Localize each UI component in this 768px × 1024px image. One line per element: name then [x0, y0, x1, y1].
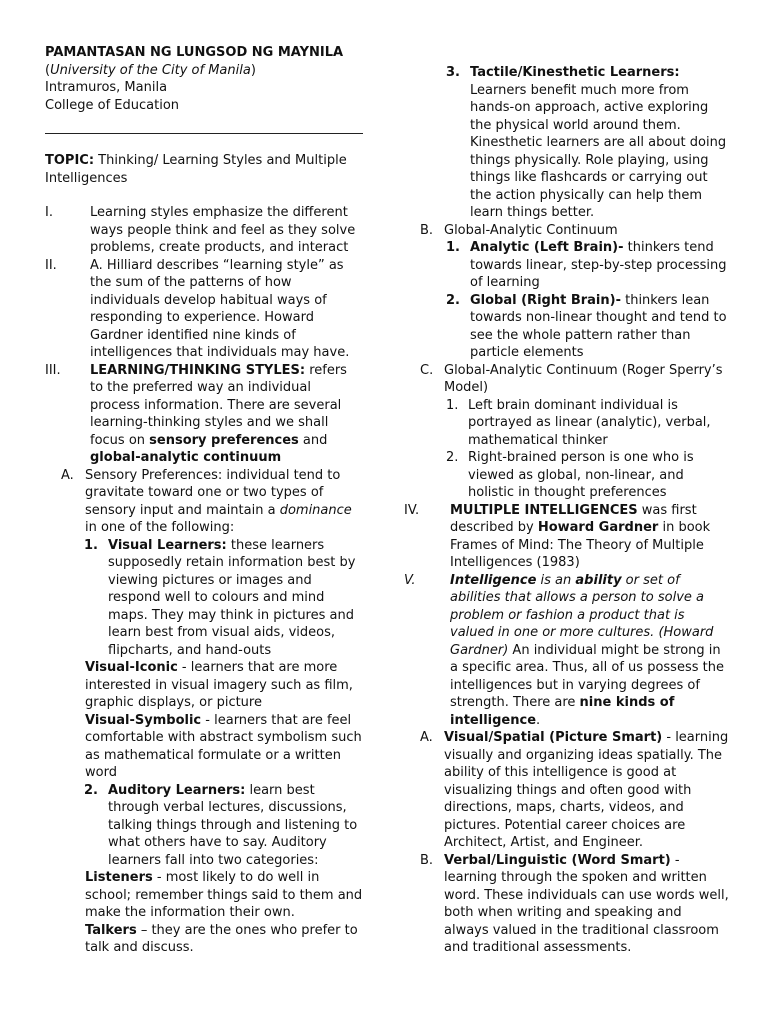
university-name: PAMANTASAN NG LUNGSOD NG MAYNILA — [45, 45, 344, 60]
university-english-text: University of the City of Manila — [50, 62, 251, 78]
talkers-text: – they are the ones who prefer to talk and discuss. — [85, 922, 358, 955]
rb-heading: Verbal/Linguistic (Word Smart) — [444, 852, 671, 868]
section-iii-term2: global-analytic continuum — [90, 450, 282, 465]
topic-label: TOPIC: — [45, 153, 95, 168]
item-left-brain — [446, 397, 729, 450]
listeners-text: - most likely to do well in school; remember things said to them and make the information their own. — [85, 870, 363, 920]
section-iii-term1: sensory preferences — [149, 432, 299, 448]
item-3-text: Learners benefit much more from hands-on approach, active exploring the physical world around them. Kinesthetic learners are all about doing things physically. Role playing, using things like flashcards or carrying out the action physically can help them learn things better. — [470, 82, 727, 220]
subsection-b-text: Global-Analytic Continuum — [444, 222, 618, 238]
b1-mark: 1. — [446, 240, 460, 255]
item-1-body — [108, 537, 363, 660]
right-column — [404, 64, 729, 957]
subsection-b-mark: B. — [420, 222, 434, 238]
section-v-term2: ability — [575, 572, 622, 588]
section-ii — [45, 257, 363, 362]
header-divider — [45, 133, 363, 134]
section-v-definition: or set of abilities that allows a person to solve a problem or fashion a product that is valued in one or more cultures. (Howard Gardner) — [450, 572, 714, 658]
subsection-a-mark: A. — [61, 467, 74, 483]
b2-mark: 2. — [446, 292, 460, 308]
b1-body — [470, 239, 729, 292]
rb-mark: B. — [420, 852, 434, 868]
item-1-heading: Visual Learners: — [108, 537, 227, 553]
b1-text: thinkers tend towards linear, step-by-step processing of learning — [470, 240, 727, 290]
ra-body — [444, 729, 729, 852]
subsection-a — [61, 467, 363, 537]
university-english: (University of the City of Manila) — [45, 62, 256, 78]
rb-text: - learning through the spoken and written word. These individuals can use words well, both when writing and speaking and always valued in the traditional classroom and traditional assessments. — [444, 852, 729, 955]
subsection-a-italic: dominance — [279, 502, 352, 518]
ra-mark: A. — [420, 730, 433, 745]
visual-symbolic-heading: Visual-Symbolic — [85, 712, 202, 728]
item-auditory-learners — [84, 782, 363, 870]
section-v-text3: An individual might be strong in a specific area. Thus, all of us possess the intelligences but in varying degrees of strength. There are — [450, 642, 724, 710]
listeners-heading: Listeners — [85, 870, 153, 885]
item-tactile-learners — [446, 64, 729, 222]
b2-body — [470, 292, 729, 362]
item-right-brain — [446, 449, 729, 502]
section-iv-body — [450, 502, 729, 572]
visual-iconic-text: - learners that are more interested in visual imagery such as film, graphic displays, or picture — [85, 660, 353, 710]
subsection-a-text: Sensory Preferences: individual tend to gravitate toward one or two types of sensory input and maintain a — [85, 467, 341, 518]
section-iii — [45, 362, 363, 467]
section-v-body — [450, 572, 729, 730]
intelligence-visual-spatial — [420, 729, 729, 852]
section-v-term: Intelligence — [450, 572, 537, 588]
section-iii-and: and — [298, 432, 328, 448]
b2-heading: Global (Right Brain)- — [470, 292, 621, 308]
intelligence-verbal-linguistic — [420, 852, 729, 957]
item-visual-learners — [84, 537, 363, 660]
section-iv-author: Howard Gardner — [537, 520, 659, 535]
c1-text: Left brain dominant individual is portrayed as linear (analytic), verbal, mathematical thinker — [468, 397, 711, 448]
item-analytic — [446, 239, 729, 292]
location: Intramuros, Manila — [45, 80, 168, 95]
section-v-end: . — [536, 712, 541, 728]
college: College of Education — [45, 97, 180, 113]
ra-heading: Visual/Spatial (Picture Smart) — [444, 730, 663, 745]
section-iv-text2: in book Frames of Mind: The Theory of Multiple Intelligences (1983) — [450, 520, 711, 570]
rb-body — [444, 852, 729, 957]
c1-mark: 1. — [446, 397, 459, 413]
section-ii-text: A. Hilliard describes “learning style” as the sum of the patterns of how individuals develop habitual ways of responding to experience. Howard Gardner identified nine kinds of intelligences that individuals may have. — [90, 257, 350, 360]
section-iii-body — [90, 362, 363, 467]
listeners — [85, 869, 363, 922]
visual-symbolic — [85, 712, 363, 782]
section-iv-mark: IV. — [404, 502, 420, 518]
section-iv — [404, 502, 729, 572]
talkers-heading: Talkers — [85, 922, 137, 938]
subsection-a-body — [85, 467, 363, 537]
item-3-body — [470, 64, 729, 222]
topic — [45, 152, 363, 187]
section-v — [404, 572, 729, 730]
section-v-mark: V. — [404, 572, 416, 588]
section-iii-heading: LEARNING/THINKING STYLES: — [90, 362, 306, 378]
subsection-c — [420, 362, 729, 397]
ra-text: - learning visually and organizing ideas spatially. The ability of this intelligence is good at visualizing things and often good with directions, maps, charts, videos, and pictures. Potential career choices are Architect, Artist, and Engineer. — [444, 730, 729, 850]
item-2-heading: Auditory Learners: — [108, 782, 246, 798]
section-v-nine-kinds: nine kinds of intelligence — [450, 695, 675, 728]
section-i-text: Learning styles emphasize the different ways people think and feel as they solve problems, create products, and interact — [90, 205, 356, 255]
c2-text: Right-brained person is one who is viewed as global, non-linear, and holistic in thought preferences — [468, 450, 694, 500]
item-global — [446, 292, 729, 362]
visual-symbolic-text: - learners that are feel comfortable with abstract symbolism such as mathematical formulate or a written word — [85, 712, 362, 780]
visual-iconic — [85, 659, 363, 712]
c2-mark: 2. — [446, 450, 459, 465]
visual-iconic-heading: Visual-Iconic — [85, 660, 178, 675]
item-1-text: these learners supposedly retain information best by viewing pictures or images and respond well to colours and mind maps. They may think in pictures and learn best from visual aids, videos, flipcharts, and hand-outs — [108, 537, 356, 658]
item-3-heading: Tactile/Kinesthetic Learners: — [470, 65, 680, 80]
item-2-mark: 2. — [84, 782, 98, 798]
b1-heading: Analytic (Left Brain)- — [470, 240, 624, 255]
section-i-mark: I. — [45, 205, 53, 220]
subsection-b — [420, 222, 729, 240]
subsection-c-mark: C. — [420, 362, 434, 378]
left-column — [45, 44, 363, 957]
item-3-mark: 3. — [446, 65, 460, 80]
item-2-body — [108, 782, 363, 870]
item-2-text: learn best through verbal lectures, discussions, talking things through and listening to what others have to say. Auditory learners fall into two categories: — [108, 782, 358, 868]
subsection-a-text2: in one of the following: — [85, 520, 235, 535]
b2-text: thinkers lean towards non-linear thought and tend to see the whole pattern rather than particle elements — [470, 292, 727, 360]
item-1-mark: 1. — [84, 537, 98, 553]
section-iii-mark: III. — [45, 362, 61, 378]
section-v-text: is an — [536, 572, 576, 588]
section-ii-mark: II. — [45, 257, 57, 273]
subsection-c-text: Global-Analytic Continuum (Roger Sperry’s Model) — [444, 362, 723, 395]
section-i — [45, 204, 363, 257]
section-iv-heading: MULTIPLE INTELLIGENCES — [450, 502, 638, 518]
topic-text: Thinking/ Learning Styles and Multiple Intelligences — [45, 153, 347, 186]
section-iv-text: was first described by — [450, 502, 697, 535]
talkers — [85, 922, 363, 957]
section-iii-text: refers to the preferred way an individual process information. There are several learning-thinking styles and we shall focus on — [90, 362, 347, 448]
